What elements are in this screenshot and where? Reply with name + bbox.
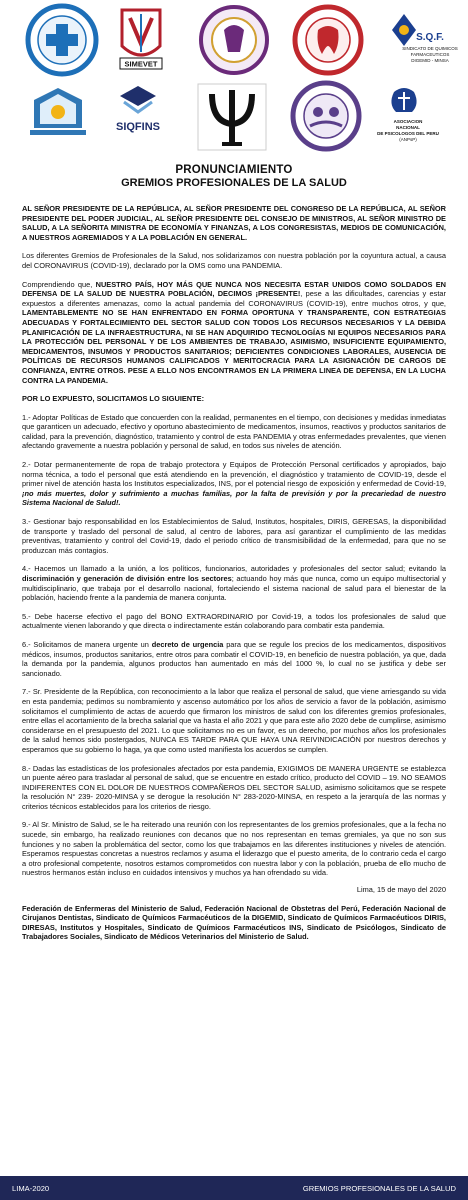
- document-paragraph: [22, 394, 446, 404]
- paragraph-text-run: LAMENTABLEMENTE NO SE HAN ENFRENTADO EN FORMA OPORTUNA Y TRANSPARENTE, CON ESTRATEGIAS ADECUADAS Y FORTALECIMIENTO DEL SECTOR SALUD CON TODOS LOS RECURSOS NECESARIOS Y LA DEBIDA PLANIFICACIÓN DE LA INFRAESTRUCTURA, NI SE HAN ADQUIRIDO TECNOLOGÍAS NI EQUIPOS NECESARIOS PARA LA PROTECCIÓN DEL PERSONAL Y DE LOS AMBIENTES DE TRABAJO, ASIMISMO, INSUFICIENTE EQUIPAMIENTO, MEDICAMENTOS, INSUMOS Y PRODUCTOS SANITARIOS; DEFICIENTES CONDICIONES LABORALES, AUSENCIA DE POLÍTICAS DE RECURSOS HUMANOS CALIFICADOS Y MERITOCRACIA PARA LA ASIGNACIÓN DE CARGOS DE CONFIANZA, ENTRE OTROS. PESE A ELLO NOS ENCONTRAMOS EN LA PRIMERA LINEA DE DEFENSA, EN LA LUCHA CONTRA LA PANDEMIA.: [22, 308, 446, 385]
- sqf-logo-text: S.Q.F.: [416, 32, 444, 43]
- paragraph-text-run: , pese a las dificultades, carencias y estar expuestos a diferentes amenazas, como la actual pandemia del CORONAVIRUS (COVID-19), entre muchos otros, y que,: [22, 289, 446, 308]
- obstetras-federation-seal-icon: [201, 7, 267, 73]
- paragraph-text-run: 5.- Debe hacerse efectivo el pago del BONO EXTRAORDINARIO por Covid-19, a todos los profesionales de salud que actualmente vienen laborando y que directa o indirectamente están colaborando para combatir esta pandemia.: [22, 611, 446, 631]
- document-paragraph: [22, 820, 446, 878]
- document-paragraph: [22, 204, 446, 242]
- paragraph-text-run: 4.- Hacemos un llamado a la unión, a los políticos, funcionarios, autoridades y profesionales del sector salud; evitando la: [22, 564, 446, 574]
- document-title: PRONUNCIAMIENTO: [175, 164, 293, 176]
- paragraph-text-run: 6.- Solicitamos de manera urgente un: [22, 639, 152, 649]
- psicologos-logo-sub-1: ASOCIACION: [393, 119, 423, 124]
- document-paragraph: [22, 280, 446, 386]
- psicologos-association-logo-icon: [377, 88, 439, 142]
- paragraph-list: [22, 204, 446, 878]
- document-paragraph: [22, 460, 446, 508]
- document-paragraph: [22, 517, 446, 555]
- paragraph-text-run: AL SEÑOR PRESIDENTE DE LA REPÚBLICA, AL SEÑOR PRESIDENTE DEL CONGRESO DE LA REPÚBLICA, AL SEÑOR PRESIDENTE DEL PODER JUDICIAL, AL SEÑOR PRESIDENTE DEL CONSEJO DE MINISTROS, AL SEÑOR MINISTRO DE SALUD, A LA SEÑORITA MINISTRA DE ECONOMÍA Y FINANZAS, A LOS CONGRESISTAS, MEDIOS DE COMUNICACIÓN, A NUESTROS AGREMIADOS Y A LA POBLACIÓN EN GENERAL.: [22, 204, 446, 242]
- enfermeras-federation-seal-icon: [28, 6, 96, 74]
- document-paragraph: [22, 612, 446, 631]
- document-paragraph: [22, 251, 446, 270]
- document-paragraph: [22, 640, 446, 678]
- document-paragraph: [22, 413, 446, 451]
- document-body: [22, 204, 446, 951]
- paragraph-text-run: POR LO EXPUESTO, SOLICITAMOS LO SIGUIENTE:: [22, 394, 205, 404]
- paragraph-text-run: 7.- Sr. Presidente de la República, con reconocimiento a la labor que realiza el personal de salud, que viene arriesgando su vida en esta pandemia; pedimos su nombramiento y ascenso automático por los años de servicio a favor de la población, asimismo solicitamos el cumplimiento de actas de acuerdo que firmaron los ministros de salud con los diferentes gremios profesionales, entre ellas el acortamiento de la brecha salarial que va hasta el año 2021 y que para este año 2020 debe de cumplirse, asimismo considerarse en el presupuesto del 2021. Lo que solicitamos no es un favor, es un derecho, por muchos años los profesionales de la salud hemos sido postergados, NUNCA ES TARDE PARA QUE HAYA UNA REIVINDICACIÓN por nuestros derechos y esperamos que su gobierno lo haga, ya que como usted manifiesta los acuerdos se cumplen.: [22, 687, 446, 754]
- simevet-logo-icon: [120, 10, 162, 69]
- paragraph-text-run: 3.- Gestionar bajo responsabilidad en los Establecimientos de Salud, Institutos, hospitales, DIRIS, GERESAS, la disponibilidad de transporte y traslado del personal de salud, al centro de labores, para así garantizar el cumplimiento de las medidas preventivas, tratamiento y control del Covid-19, dado el periodo crítico de transmisibilidad de la enfermedad, para que no se produzcan más contagios.: [22, 517, 446, 555]
- paragraph-text-run: para que se regule los precios de los medicamentos, dispositivos médicos, insumos, productos sanitarios, entre otros para combatir el COVID-19, en beneficio de nuestra población, ya que, dada la demanda por la pandemia, algunos productos han aumentado en más del 1000 %, lo cual no se justifica y debe ser sancionado.: [22, 639, 446, 678]
- paragraph-text-run: decreto de urgencia: [151, 639, 224, 649]
- document-paragraph: [22, 687, 446, 754]
- psychology-psi-logo-icon: [198, 84, 266, 150]
- sqf-logo-sub-2: FARMACEUTICOS: [410, 52, 450, 57]
- logos-strip: [0, 0, 468, 160]
- paragraph-text-run: ; actuando hoy más que nunca, como un equipo multisectorial y multidisciplinario, que trabaja por el desarrollo nacional, fortaleciendo el sistema nacional de salud para el bienestar de la población, haciendo frente a la pandemia de manera conjunta.: [22, 574, 447, 603]
- diresa-union-logo-icon: [30, 88, 86, 135]
- siqfins-logo-text: SIQFINS: [115, 121, 161, 133]
- paragraph-text-run: Los diferentes Gremios de Profesionales de la Salud, nos solidarizamos con nuestra población por la coyuntura actual, a causa del CORONAVIRUS (COVID-19), declarado por la OMS como una PANDEMIA.: [22, 251, 446, 270]
- signatories-paragraph: Federación de Enfermeras del Ministerio de Salud, Federación Nacional de Obstetras del Perú, Federación Nacional de Cirujanos Dentistas, Sindicato de Químicos Farmacéuticos de la DIGEMID, Sindicato de Químicos Farmacéuticos DIRIS, DIRESAS, Institutos y Hospitales, Sindicato de Químicos Farmacéuticos INS, Sindicato de Psicólogos, Sindicato de Trabajadores Sociales, Sindicato de Médicos Veterinarios del Ministerio de Salud.: [22, 903, 446, 942]
- paragraph-text-run: 2.- Dotar permanentemente de ropa de trabajo protectora y Equipos de Protección Personal certificados y apropiados, bajo norma técnica, a todo el personal que está atendiendo en la prevención, el diagnóstico y tratamiento de COVID-19, desde el primer nivel de atención hasta los Institutos especializados, INS, por el potencial riesgo de exposición y enfermedad de Covid-19,: [22, 460, 446, 489]
- psicologos-logo-sub-4: (ANPsP): [399, 137, 417, 142]
- paragraph-text-run: 8.- Dadas las estadísticas de los profesionales afectados por esta pandemia, EXIGIMOS DE MANERA URGENTE se establezca un puente aéreo para trasladar al personal de salud, que se encuentre en estado crítico, producto del COVID – 19. NO SEAMOS INDIFERENTES CON EL DOLOR DE NUESTROS COMPAÑEROS DEL SECTOR SALUD, asimismo solicitamos que se respete la resolución N° 239- 2020-MINSA y se derogue la resolución N° 283-2020-MINSA, en respeto a la jerarquía de las normas y criterios técnicos establecidos para los criterios de riesgo.: [22, 763, 446, 811]
- title-block: [0, 164, 468, 189]
- paragraph-text-run: 1.- Adoptar Políticas de Estado que concuerden con la realidad, permanentes en el tiempo, con decisiones y medidas inmediatas que garanticen un adecuado, efectivo y oportuno abastecimiento de medicamentos, insumos, reactivos y productos sanitarios de calidad, para la prevención, diagnóstico, tratamiento y control de esta PANDEMIA y otras enfermedades prevalentes, que vienen afectando gravemente a nuestra población y personal de salud, en todos sus niveles de atención.: [22, 412, 446, 451]
- simevet-logo-text: SIMEVET: [124, 59, 158, 69]
- footer-bar: [0, 1176, 468, 1200]
- sqf-logo-sub-3: DIGEMID - MINSA: [411, 58, 449, 63]
- paragraph-text-run: ¡no más muertes, dolor y sufrimiento a muchas familias, por la falta de previsión y por la precariedad de nuestro Sistema Nacional de Salud!.: [22, 488, 446, 508]
- document-paragraph: [22, 564, 446, 602]
- cirujanos-dentistas-seal-icon: [295, 7, 361, 73]
- paragraph-text-run: NUESTRO PAÍS, HOY MÁS QUE NUNCA NOS NECESITA ESTAR UNIDOS COMO SOLDADOS EN DEFENSA DE LA SALUD DE NUESTRA POBLACIÓN, DECIMOS ¡PRESENTE!: [22, 279, 447, 299]
- paragraph-text-run: Comprendiendo que,: [22, 279, 96, 289]
- paragraph-text-run: 9.- Al Sr. Ministro de Salud, se le ha reiterado una reunión con los representantes de los gremios profesionales, que a la fecha no sucede, sin embargo, ha realizado reuniones con decanos que no nos representan en temas gremiales, ya que no son sus funciones y no saben la problemática del sector, como los que trabajamos en las diferentes instituciones y niveles de atención. Esperamos respuestas concretas a nuestros reclamos y asuma el liderazgo que el puesto amerita, de lo contrario ceda el cargo a otro profesional competente, nosotros estamos comprometidos con nuestra labor y con la población, prueba de ello mucho de nuestros hermanos están incluso en cuidados intensivos y muchos ya han ofrendado su vida.: [22, 820, 446, 878]
- footer-right-text: GREMIOS PROFESIONALES DE LA SALUD: [302, 1184, 456, 1193]
- logos-area: [0, 0, 468, 160]
- siqfins-logo-icon: [116, 86, 160, 133]
- sqf-logo-sub-1: SINDICATO DE QUIMICOS: [402, 46, 458, 51]
- psicologos-logo-sub-3: DE PSICOLOGOS DEL PERU: [377, 131, 439, 136]
- sqf-logo-icon: [392, 14, 458, 63]
- paragraph-text-run: discriminación y generación de división entre los sectores: [22, 574, 232, 583]
- psicologos-logo-sub-2: NACIONAL: [396, 125, 420, 130]
- document-subtitle: GREMIOS PROFESIONALES DE LA SALUD: [121, 177, 347, 189]
- trabajadores-sociales-seal-icon: [293, 83, 359, 149]
- date-line: Lima, 15 de mayo del 2020: [356, 885, 446, 895]
- footer-left-text: LIMA-2020: [12, 1184, 50, 1193]
- document-paragraph: [22, 764, 446, 812]
